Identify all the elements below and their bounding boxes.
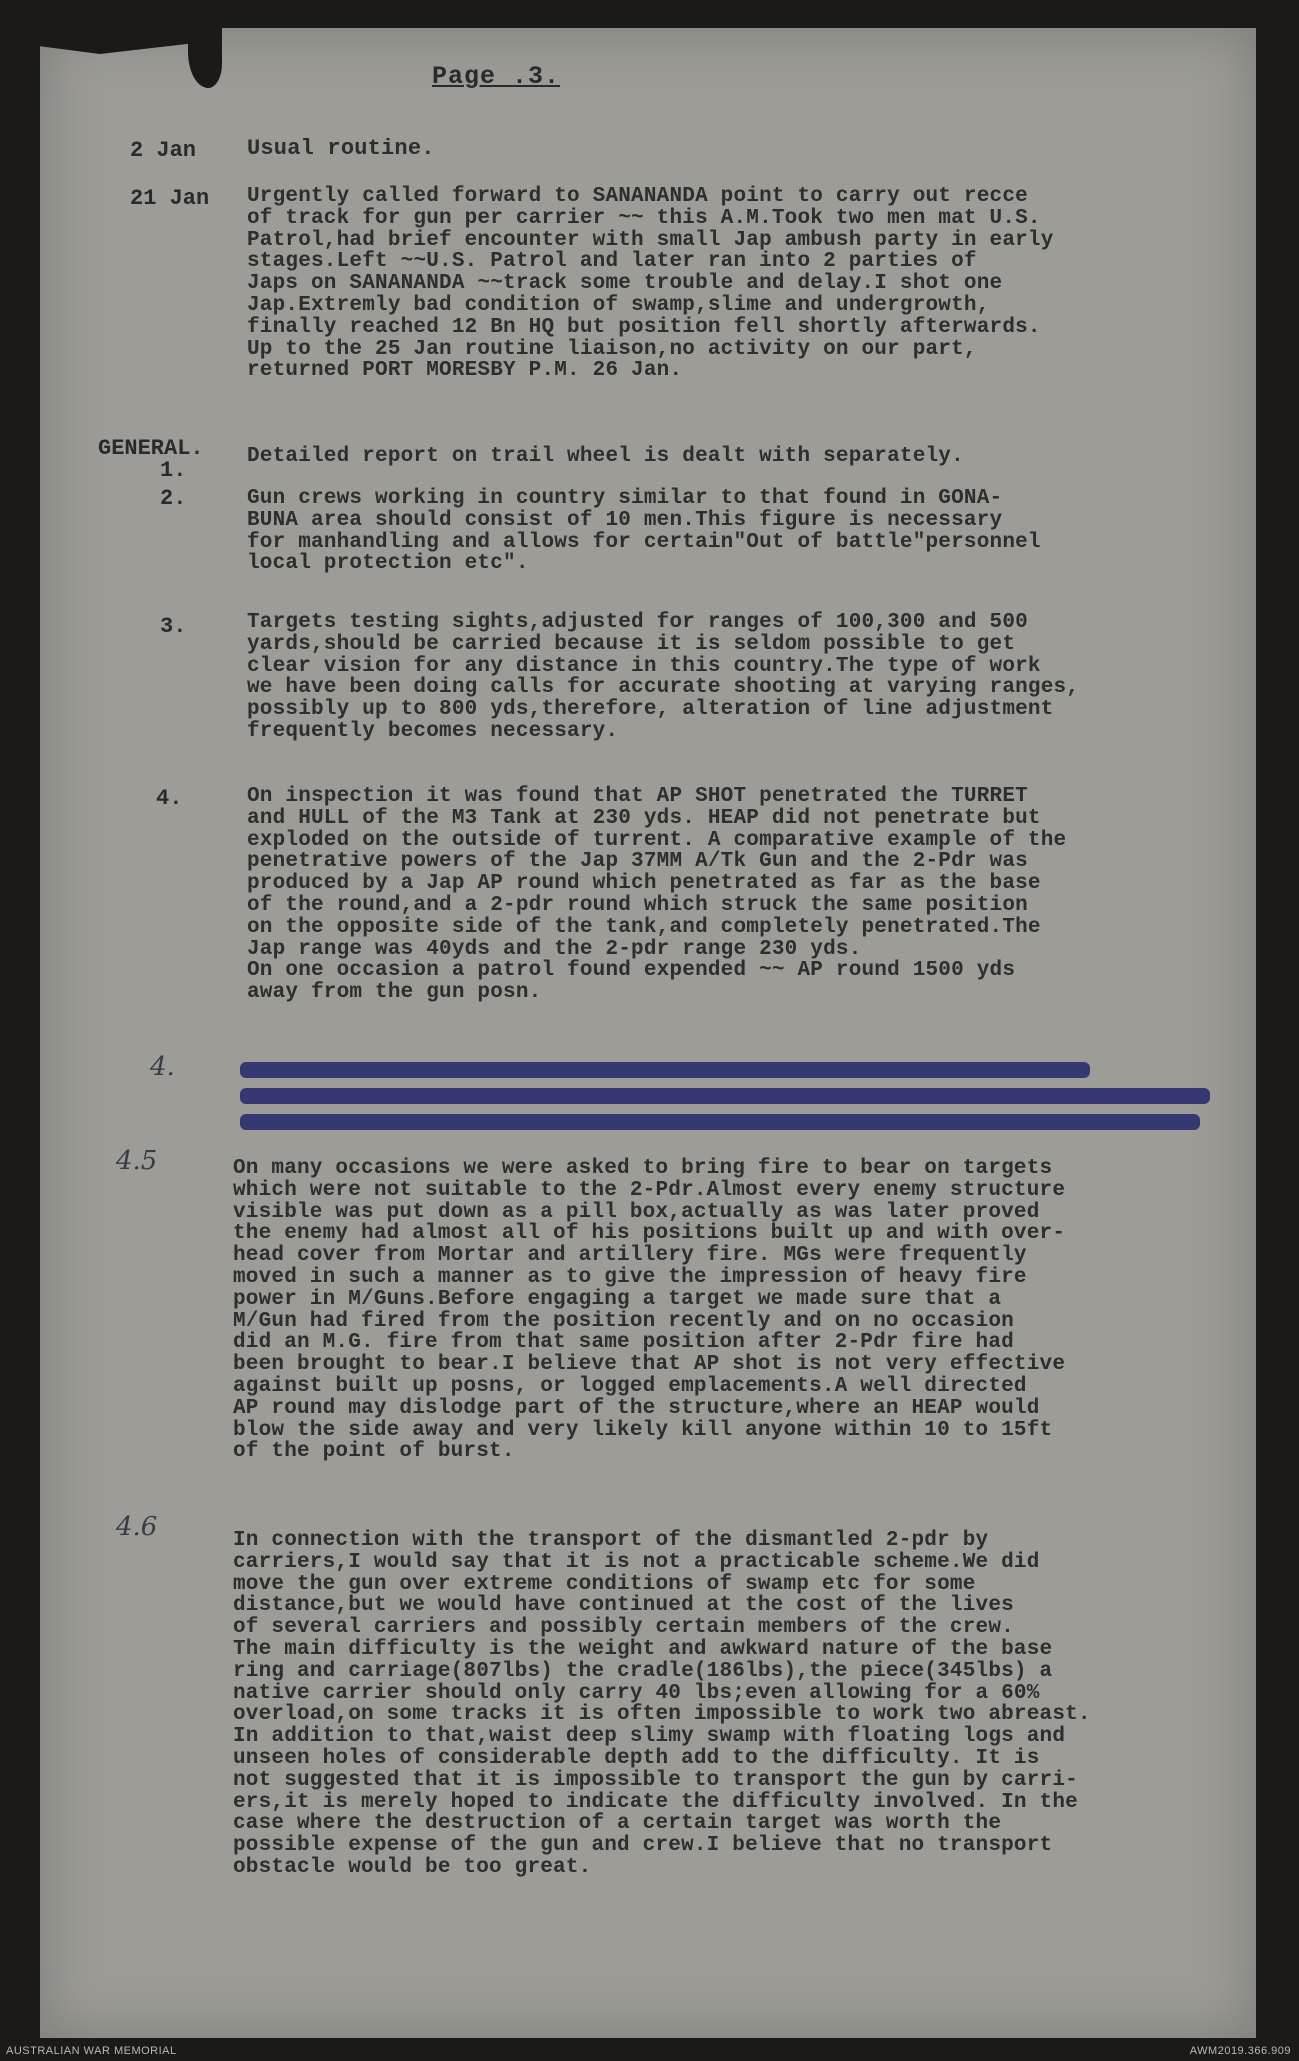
general-label: GENERAL.: [98, 436, 204, 461]
footer-right: AWM2019.366.909: [1189, 2045, 1291, 2057]
item-text-1: Detailed report on trail wheel is dealt with separately.: [247, 445, 964, 468]
item-text-2: Gun crews working in country similar to that found in GONA- BUNA area should consist of 10 men.This figure is necessary for manhandling and allows for certain"Out of battle"personnel local protection etc".: [247, 487, 1041, 576]
item-num-5: 4.5: [116, 1146, 158, 1176]
item-num-struck: 4.: [150, 1052, 175, 1082]
entry-text-1: Usual routine.: [247, 136, 435, 161]
page-title: Page .3.: [432, 62, 561, 91]
item-text-3: Targets testing sights,adjusted for ranges of 100,300 and 500 yards,should be carried because it is seldom possible to get clear vision for any distance in this country.The type of work we have been doing calls for accurate shooting at varying ranges, possibly up to 800 yds,therefore, alteration of line adjustment frequently becomes necessary.: [247, 611, 1080, 743]
item-num-4: 4.: [156, 786, 183, 811]
struck-out-paragraph: [240, 1058, 1220, 1136]
item-num-2: 2.: [160, 486, 187, 511]
entry-date-2: 21 Jan: [130, 186, 210, 211]
item-num-3: 3.: [160, 614, 187, 639]
footer-left: AUSTRALIAN WAR MEMORIAL: [6, 2045, 177, 2057]
item-num-6: 4.6: [116, 1512, 158, 1542]
entry-date-1: 2 Jan: [130, 138, 197, 163]
item-text-6: In connection with the transport of the dismantled 2-pdr by carriers,I would say that it is not a practicable scheme.We did move the gun over extreme conditions of swamp etc for some distance,but we would have continued at the cost of the lives of several carriers and possibly certain members of the crew. The main difficulty is the weight and awkward nature of the base ring and carriage(807lbs) the cradle(186lbs),the piece(345lbs) a native carrier should only carry 40 lbs;even allowing for a 60% overload,on some tracks it is often impossible to work two abreast. In addition to that,waist deep slimy swamp with floating logs and unseen holes of considerable depth add to the difficulty. It is not suggested that it is impossible to transport the gun by carri- ers,it is merely hoped to indicate the difficulty involved. In the case where the destruction of a certain target was worth the possible expense of the gun and crew.I believe that no transport obstacle would be too great.: [233, 1529, 1091, 1879]
item-num-1: 1.: [160, 458, 187, 483]
entry-text-2: Urgently called forward to SANANANDA point to carry out recce of track for gun per carrier ~~ this A.M.Took two men mat U.S. Patrol,had brief encounter with small Jap ambush party in early stages.Left ~~U.S. Patrol and later ran into 2 parties of Japs on SANANANDA ~~track some trouble and delay.I shot one Jap.Extremly bad condition of swamp,slime and undergrowth, finally reached 12 Bn HQ but position fell shortly afterwards. Up to the 25 Jan routine liaison,no activity on our part, returned PORT MORESBY P.M. 26 Jan.: [247, 185, 1054, 383]
item-text-4: On inspection it was found that AP SHOT penetrated the TURRET and HULL of the M3 Tank at 230 yds. HEAP did not penetrate but exploded on the outside of turrent. A comparative example of the penetrative powers of the Jap 37MM A/Tk Gun and the 2-Pdr was produced by a Jap AP round which penetrated as far as the base of the round,and a 2-pdr round which struck the same position on the opposite side of the tank,and completely penetrated.The Jap range was 40yds and the 2-pdr range 230 yds. On one occasion a patrol found expended ~~ AP round 1500 yds away from the gun posn.: [247, 785, 1067, 1005]
item-text-5: On many occasions we were asked to bring fire to bear on targets which were not suitable to the 2-Pdr.Almost every enemy structure visible was put down as a pill box,actually as was later proved the enemy had almost all of his positions built up and with over- head cover from Mortar and artillery fire. MGs were frequently moved in such a manner as to give the impression of heavy fire power in M/Guns.Before engaging a target we made sure that a M/Gun had fired from the position recently and on no occasion did an M.G. fire from that same position after 2-Pdr fire had been brought to bear.I believe that AP shot is not very effective against built up posns, or logged emplacements.A well directed AP round may dislodge part of the structure,where an HEAP would blow the side away and very likely kill anyone within 10 to 15ft of the point of burst.: [233, 1157, 1066, 1464]
